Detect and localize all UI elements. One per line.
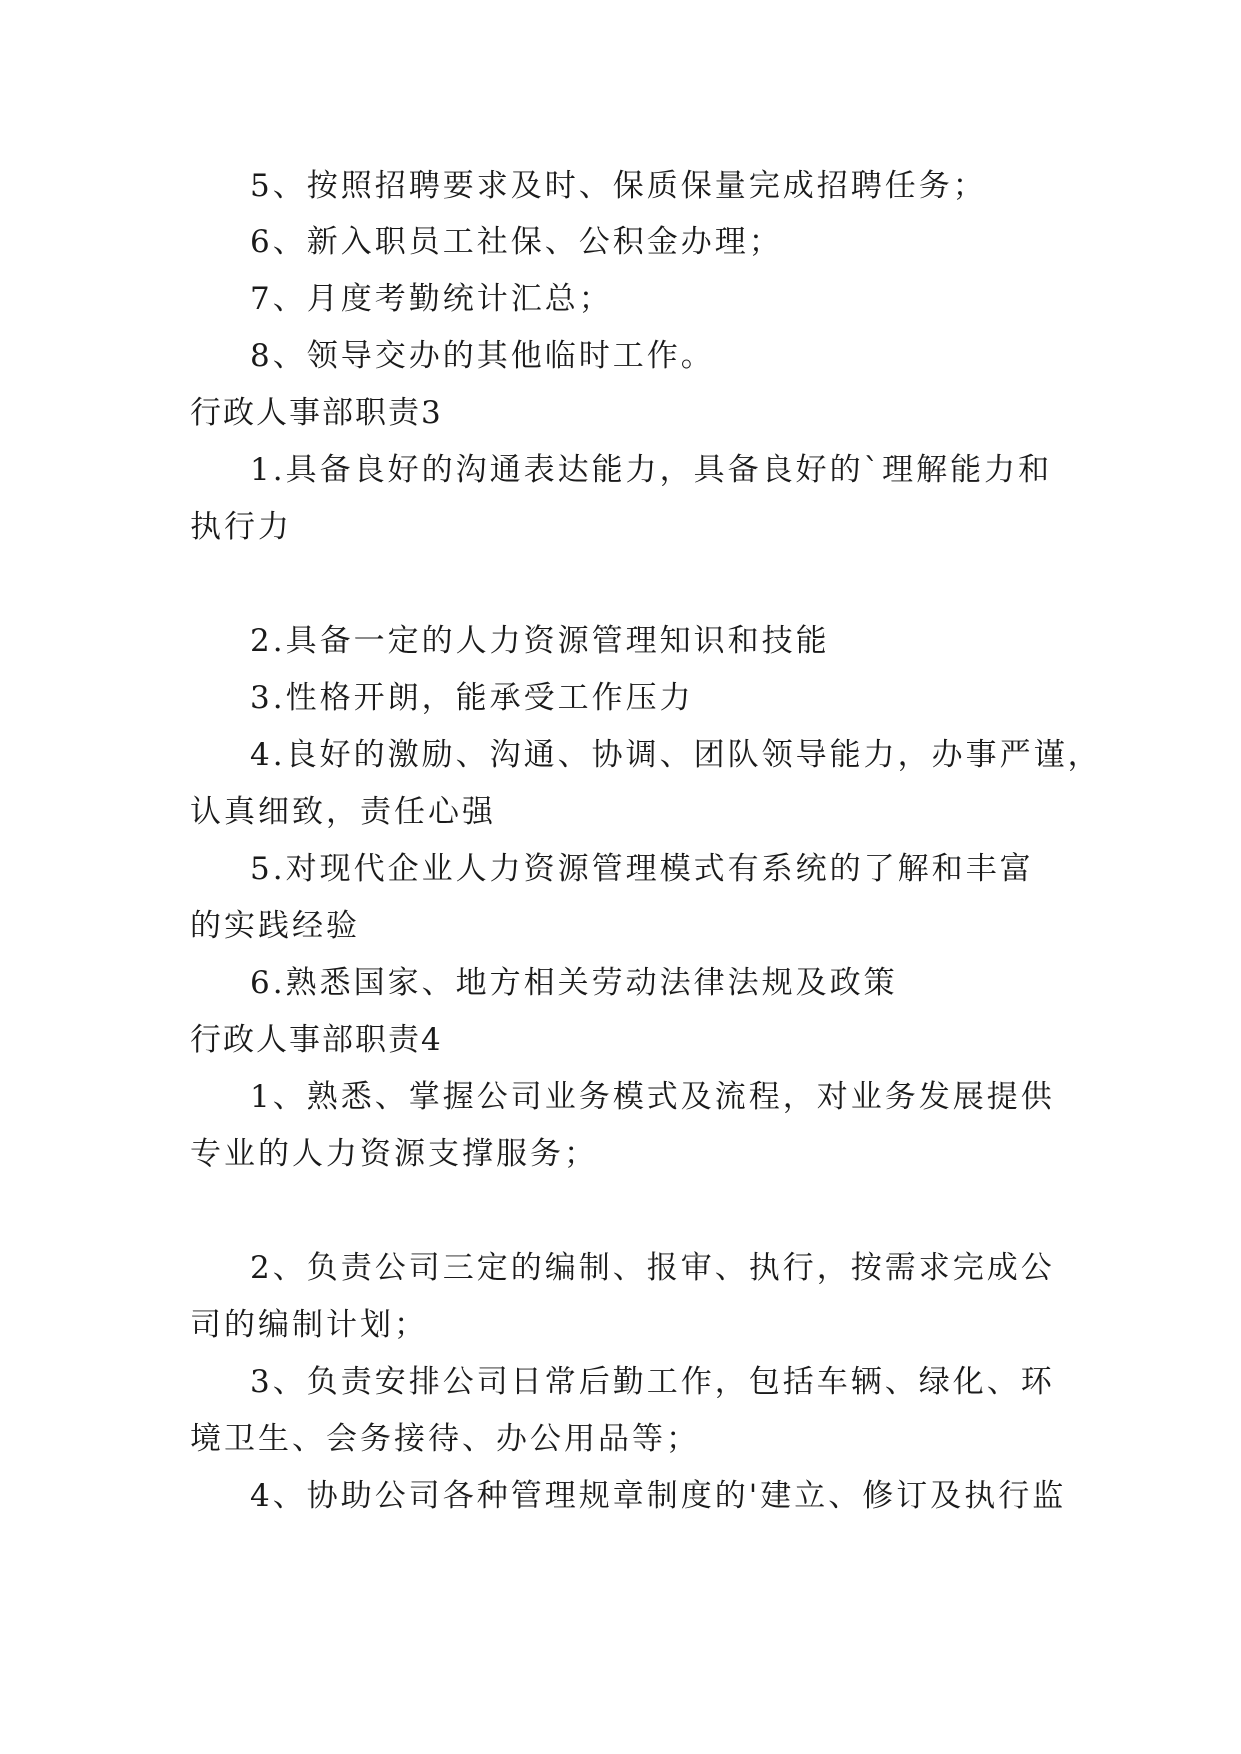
- section-heading: 行政人事部职责3: [190, 395, 443, 431]
- section-heading: 行政人事部职责4: [190, 1022, 443, 1058]
- list-item-continuation: 境卫生、会务接待、办公用品等；: [190, 1421, 700, 1457]
- list-item-continuation: 的实践经验: [190, 908, 360, 944]
- list-item: 4、协助公司各种管理规章制度的'建立、修订及执行监: [250, 1478, 1067, 1514]
- list-item: 6.熟悉国家、地方相关劳动法律法规及政策: [250, 965, 898, 1001]
- list-item: 7、月度考勤统计汇总；: [250, 281, 613, 317]
- list-item: 1、熟悉、掌握公司业务模式及流程，对业务发展提供: [250, 1079, 1055, 1115]
- list-item: 5、按照招聘要求及时、保质保量完成招聘任务；: [250, 168, 987, 204]
- list-item: 1.具备良好的沟通表达能力，具备良好的`理解能力和: [250, 452, 1053, 488]
- list-item: 3、负责安排公司日常后勤工作，包括车辆、绿化、环: [250, 1364, 1055, 1400]
- list-item: 4.良好的激励、沟通、协调、团队领导能力，办事严谨，: [250, 737, 1102, 773]
- list-item: 3.性格开朗，能承受工作压力: [250, 680, 694, 716]
- list-item: 6、新入职员工社保、公积金办理；: [250, 224, 783, 260]
- list-item: 2、负责公司三定的编制、报审、执行，按需求完成公: [250, 1250, 1055, 1286]
- list-item: 2.具备一定的人力资源管理知识和技能: [250, 623, 830, 659]
- list-item: 5.对现代企业人力资源管理模式有系统的了解和丰富: [250, 851, 1034, 887]
- list-item: 8、领导交办的其他临时工作。: [250, 338, 715, 374]
- list-item-continuation: 司的编制计划；: [190, 1307, 428, 1343]
- list-item-continuation: 执行力: [190, 509, 292, 545]
- list-item-continuation: 专业的人力资源支撑服务；: [190, 1136, 598, 1172]
- list-item-continuation: 认真细致，责任心强: [190, 794, 496, 830]
